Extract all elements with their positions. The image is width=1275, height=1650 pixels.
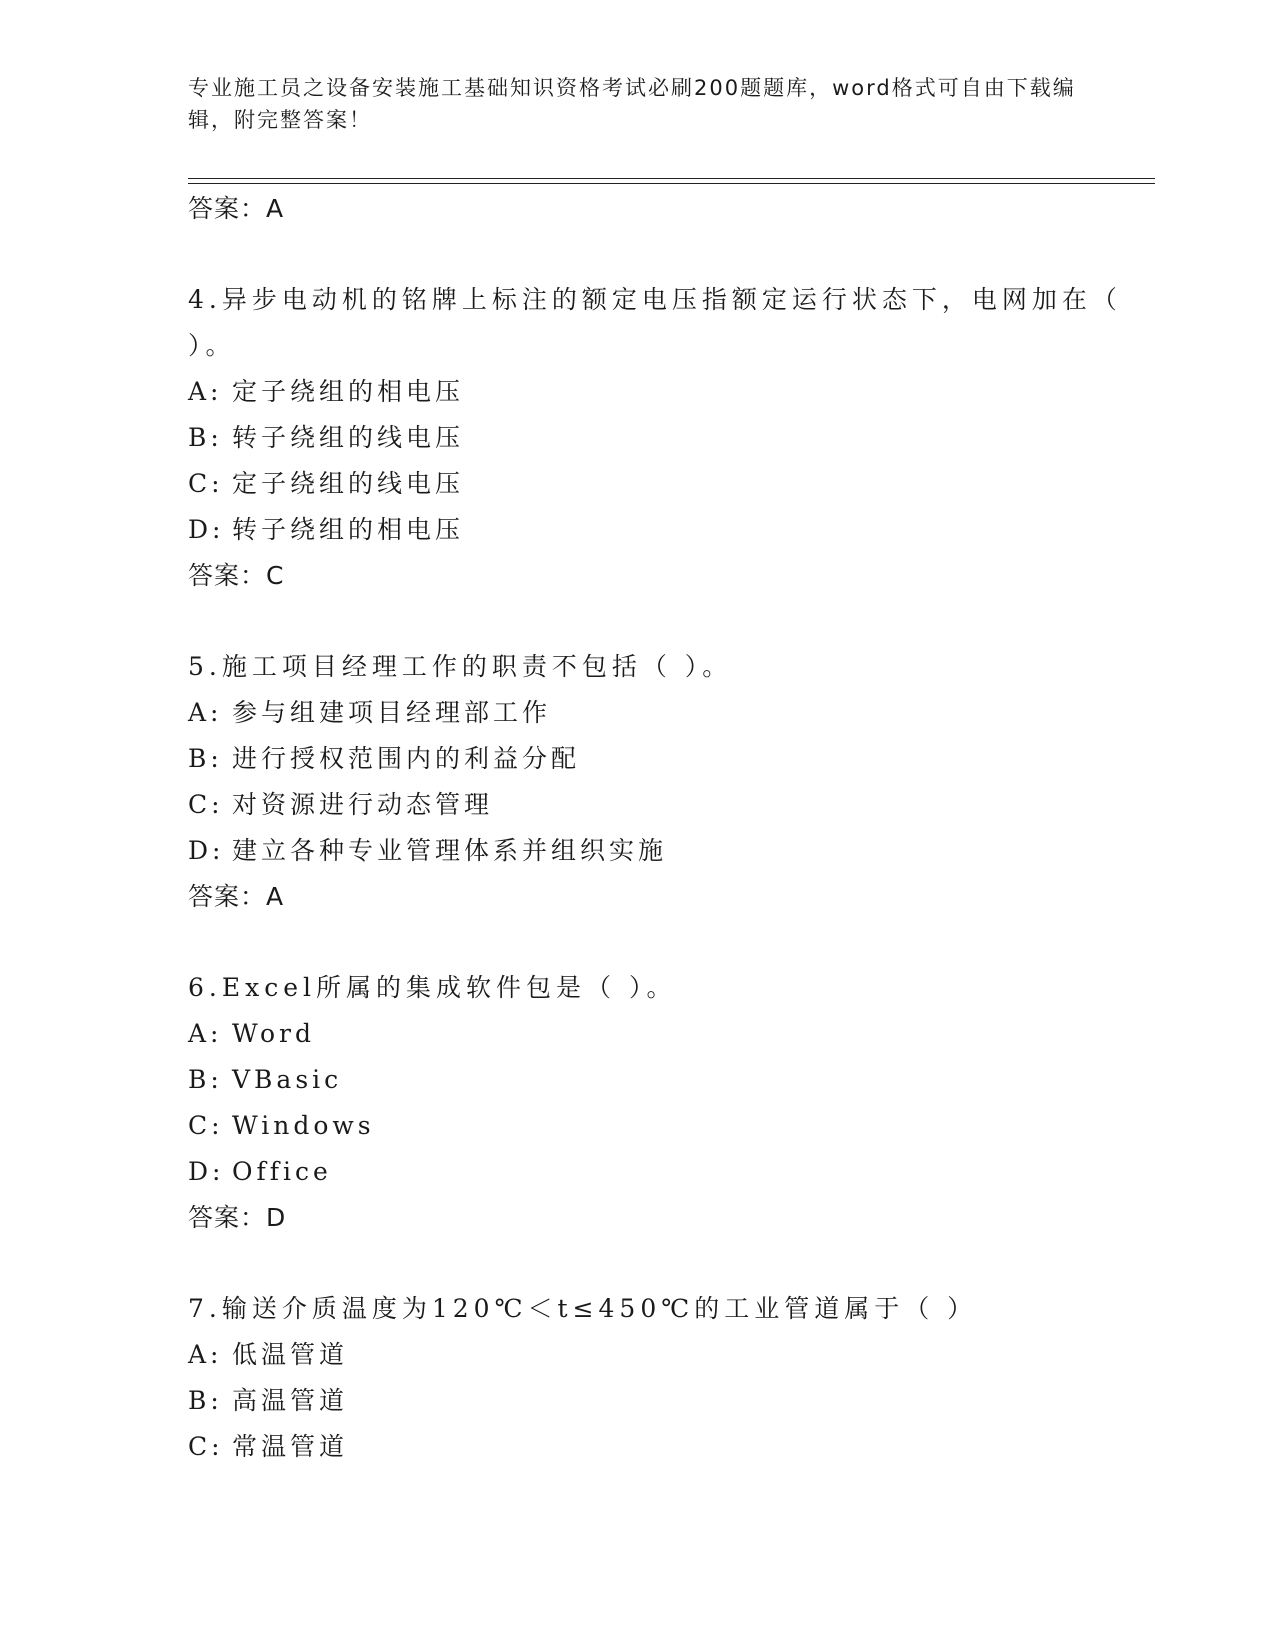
option-text: 转子绕组的相电压	[232, 515, 465, 544]
option-a	[188, 1011, 1148, 1057]
header-divider-top	[188, 178, 1155, 179]
option-key: B:	[188, 1065, 223, 1094]
option-key: B:	[188, 744, 223, 773]
option-key: D:	[188, 515, 225, 544]
question-block	[188, 277, 1148, 599]
option-b	[188, 736, 1148, 782]
option-text: 高温管道	[232, 1386, 349, 1415]
question-text: 7.输送介质温度为120℃＜t≤450℃的工业管道属于（ ）	[188, 1294, 978, 1323]
answer-line: 答案：A	[188, 194, 285, 223]
question-text: 6.Excel所属的集成软件包是（ ）。	[188, 973, 677, 1002]
option-key: C:	[188, 469, 224, 498]
option-text: 参与组建项目经理部工作	[232, 698, 552, 727]
document-header: 专业施工员之设备安装施工基础知识资格考试必刷200题题库，word格式可自由下载编辑，附完整答案！	[188, 76, 1076, 132]
question-block	[188, 1286, 1148, 1470]
option-text: Office	[232, 1157, 332, 1186]
question-block	[188, 644, 1148, 920]
question-list	[188, 186, 1148, 1470]
option-text: 转子绕组的线电压	[232, 423, 465, 452]
option-text: VBasic	[232, 1065, 343, 1094]
option-text: 对资源进行动态管理	[232, 790, 494, 819]
option-text: 低温管道	[232, 1340, 349, 1369]
header-divider-bottom	[188, 183, 1155, 184]
option-c	[188, 1424, 1148, 1470]
option-b	[188, 1057, 1148, 1103]
option-text: Windows	[232, 1111, 375, 1140]
option-d	[188, 828, 1148, 874]
question-text: 4.异步电动机的铭牌上标注的额定电压指额定运行状态下，电网加在（ ）。	[188, 285, 1122, 360]
option-a	[188, 690, 1148, 736]
option-text: Word	[232, 1019, 316, 1048]
option-key: A:	[188, 1019, 223, 1048]
option-c	[188, 1103, 1148, 1149]
option-text: 常温管道	[232, 1432, 349, 1461]
option-key: C:	[188, 1432, 224, 1461]
option-key: D:	[188, 836, 225, 865]
option-text: 进行授权范围内的利益分配	[232, 744, 581, 773]
option-key: B:	[188, 423, 223, 452]
question-block	[188, 965, 1148, 1241]
option-text: 建立各种专业管理体系并组织实施	[232, 836, 668, 865]
answer-line: 答案：A	[188, 882, 285, 911]
option-c	[188, 461, 1148, 507]
option-c	[188, 782, 1148, 828]
option-key: B:	[188, 1386, 223, 1415]
option-d	[188, 507, 1148, 553]
answer-line: 答案：D	[188, 1203, 287, 1232]
option-text: 定子绕组的线电压	[232, 469, 465, 498]
option-key: A:	[188, 377, 223, 406]
option-a	[188, 1332, 1148, 1378]
option-b	[188, 1378, 1148, 1424]
option-key: C:	[188, 1111, 224, 1140]
option-text: 定子绕组的相电压	[232, 377, 465, 406]
question-text: 5.施工项目经理工作的职责不包括（ ）。	[188, 652, 733, 681]
answer-line: 答案：C	[188, 561, 285, 590]
option-d	[188, 1149, 1148, 1195]
option-key: D:	[188, 1157, 225, 1186]
option-key: C:	[188, 790, 224, 819]
option-a	[188, 369, 1148, 415]
option-key: A:	[188, 698, 223, 727]
option-key: A:	[188, 1340, 223, 1369]
option-b	[188, 415, 1148, 461]
